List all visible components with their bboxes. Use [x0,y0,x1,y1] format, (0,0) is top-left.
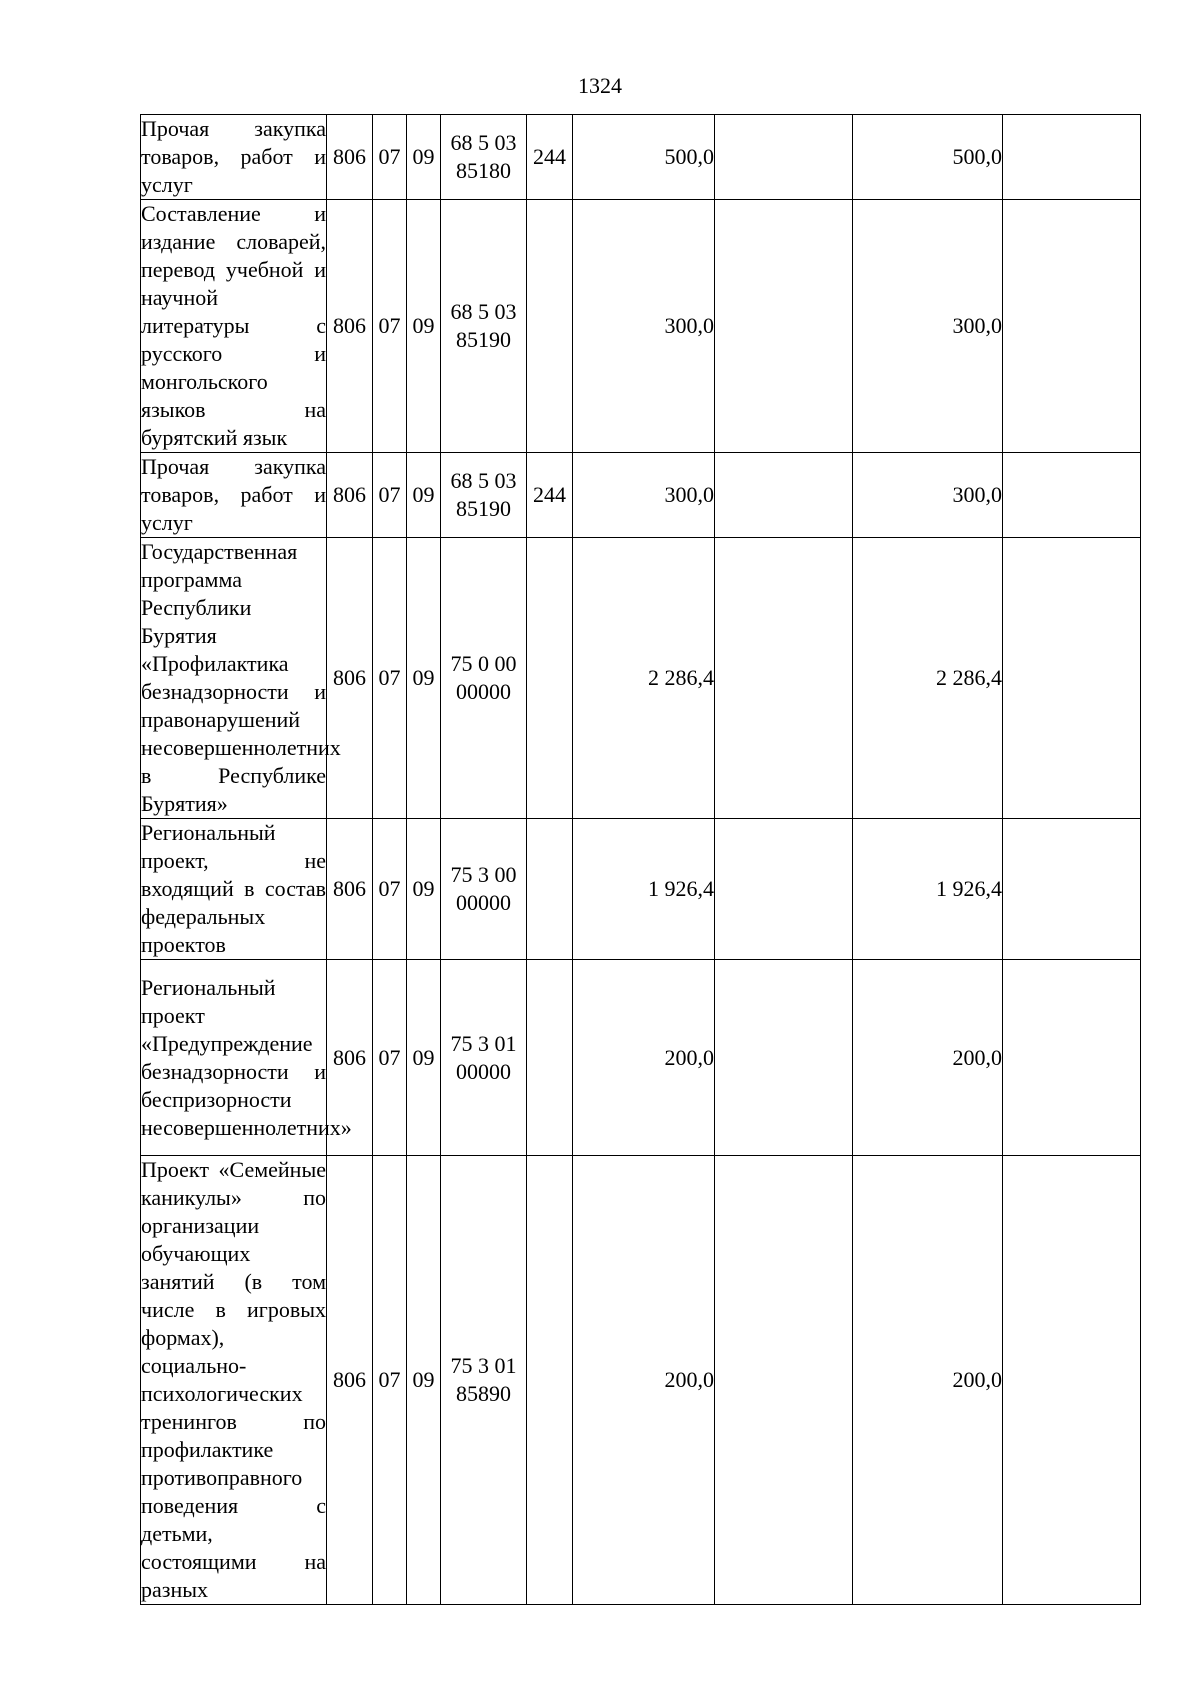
row-csr-line-2: 85180 [456,158,511,183]
row-rz: 07 [373,200,407,453]
row-sum-4 [1003,453,1141,538]
row-csr-line-2: 85190 [456,327,511,352]
budget-table [140,114,1141,1605]
table-row [141,819,1141,960]
row-csr-line-1: 75 0 00 [450,651,517,676]
row-csr-line-1: 68 5 03 [450,130,517,155]
row-csr-line-1: 75 3 00 [450,862,517,887]
row-csr [441,115,527,200]
table-row [141,960,1141,1156]
row-gr: 806 [327,819,373,960]
row-sum-2 [715,960,853,1156]
row-sum-3: 1 926,4 [853,819,1003,960]
row-name: Государственная программа Республики Бурятия «Профилактика безнадзорности и правонарушений несовершеннолетних в Республике Бурятия» [141,538,327,819]
row-rz: 07 [373,1156,407,1605]
row-sum-4 [1003,1156,1141,1605]
row-sum-1: 200,0 [573,960,715,1156]
row-sum-2 [715,115,853,200]
row-csr-line-1: 68 5 03 [450,468,517,493]
row-sum-2 [715,819,853,960]
row-sum-3: 2 286,4 [853,538,1003,819]
row-sum-4 [1003,200,1141,453]
row-name: Составление и издание словарей, перевод учебной и научной литературы с русского и монгольского языков на бурятский язык [141,200,327,453]
row-gr: 806 [327,538,373,819]
table-row [141,538,1141,819]
row-csr [441,819,527,960]
row-pr: 09 [407,538,441,819]
table-row [141,200,1141,453]
row-sum-4 [1003,538,1141,819]
row-pr: 09 [407,115,441,200]
row-sum-2 [715,200,853,453]
row-gr: 806 [327,453,373,538]
row-sum-1: 300,0 [573,200,715,453]
row-gr: 806 [327,115,373,200]
table-row [141,1156,1141,1605]
row-rz: 07 [373,960,407,1156]
row-gr: 806 [327,200,373,453]
row-sum-2 [715,453,853,538]
row-sum-1: 200,0 [573,1156,715,1605]
row-vr [527,819,573,960]
row-csr-line-2: 00000 [456,679,511,704]
row-sum-3: 200,0 [853,1156,1003,1605]
row-vr: 244 [527,115,573,200]
row-sum-2 [715,538,853,819]
row-vr [527,200,573,453]
row-gr: 806 [327,960,373,1156]
row-rz: 07 [373,819,407,960]
row-name: Региональный проект «Предупреждение безнадзорности и беспризорности несовершеннолетних» [141,960,327,1156]
row-vr [527,538,573,819]
table-row [141,115,1141,200]
row-vr [527,1156,573,1605]
row-pr: 09 [407,960,441,1156]
row-rz: 07 [373,115,407,200]
row-name: Проект «Семейные каникулы» по организации обучающих занятий (в том числе в игровых формах), социально-психологических тренингов по профилактике противоправного поведения с детьми, состоящими на разных [141,1156,327,1605]
row-sum-4 [1003,819,1141,960]
row-sum-1: 500,0 [573,115,715,200]
row-pr: 09 [407,453,441,538]
row-rz: 07 [373,453,407,538]
row-csr [441,960,527,1156]
row-csr-line-2: 85190 [456,496,511,521]
row-csr [441,538,527,819]
row-csr-line-2: 00000 [456,1058,511,1084]
row-sum-4 [1003,960,1141,1156]
row-sum-3: 300,0 [853,453,1003,538]
row-sum-3: 300,0 [853,200,1003,453]
row-name: Прочая закупка товаров, работ и услуг [141,453,327,538]
row-csr-line-1: 75 3 01 [450,1353,517,1378]
row-pr: 09 [407,1156,441,1605]
row-csr [441,453,527,538]
row-rz: 07 [373,538,407,819]
row-csr-line-2: 85890 [456,1381,511,1406]
row-vr: 244 [527,453,573,538]
row-name: Прочая закупка товаров, работ и услуг [141,115,327,200]
row-sum-4 [1003,115,1141,200]
row-csr-line-1: 75 3 01 [450,1030,517,1056]
row-csr-line-1: 68 5 03 [450,299,517,324]
row-name: Региональный проект, не входящий в состав федеральных проектов [141,819,327,960]
row-gr: 806 [327,1156,373,1605]
row-sum-2 [715,1156,853,1605]
row-csr-line-2: 00000 [456,890,511,915]
row-csr [441,200,527,453]
row-sum-3: 200,0 [853,960,1003,1156]
row-sum-3: 500,0 [853,115,1003,200]
row-sum-1: 1 926,4 [573,819,715,960]
row-sum-1: 300,0 [573,453,715,538]
row-sum-1: 2 286,4 [573,538,715,819]
row-pr: 09 [407,200,441,453]
row-pr: 09 [407,819,441,960]
page-number: 1324 [578,73,622,98]
row-vr [527,960,573,1156]
row-csr [441,1156,527,1605]
table-row [141,453,1141,538]
